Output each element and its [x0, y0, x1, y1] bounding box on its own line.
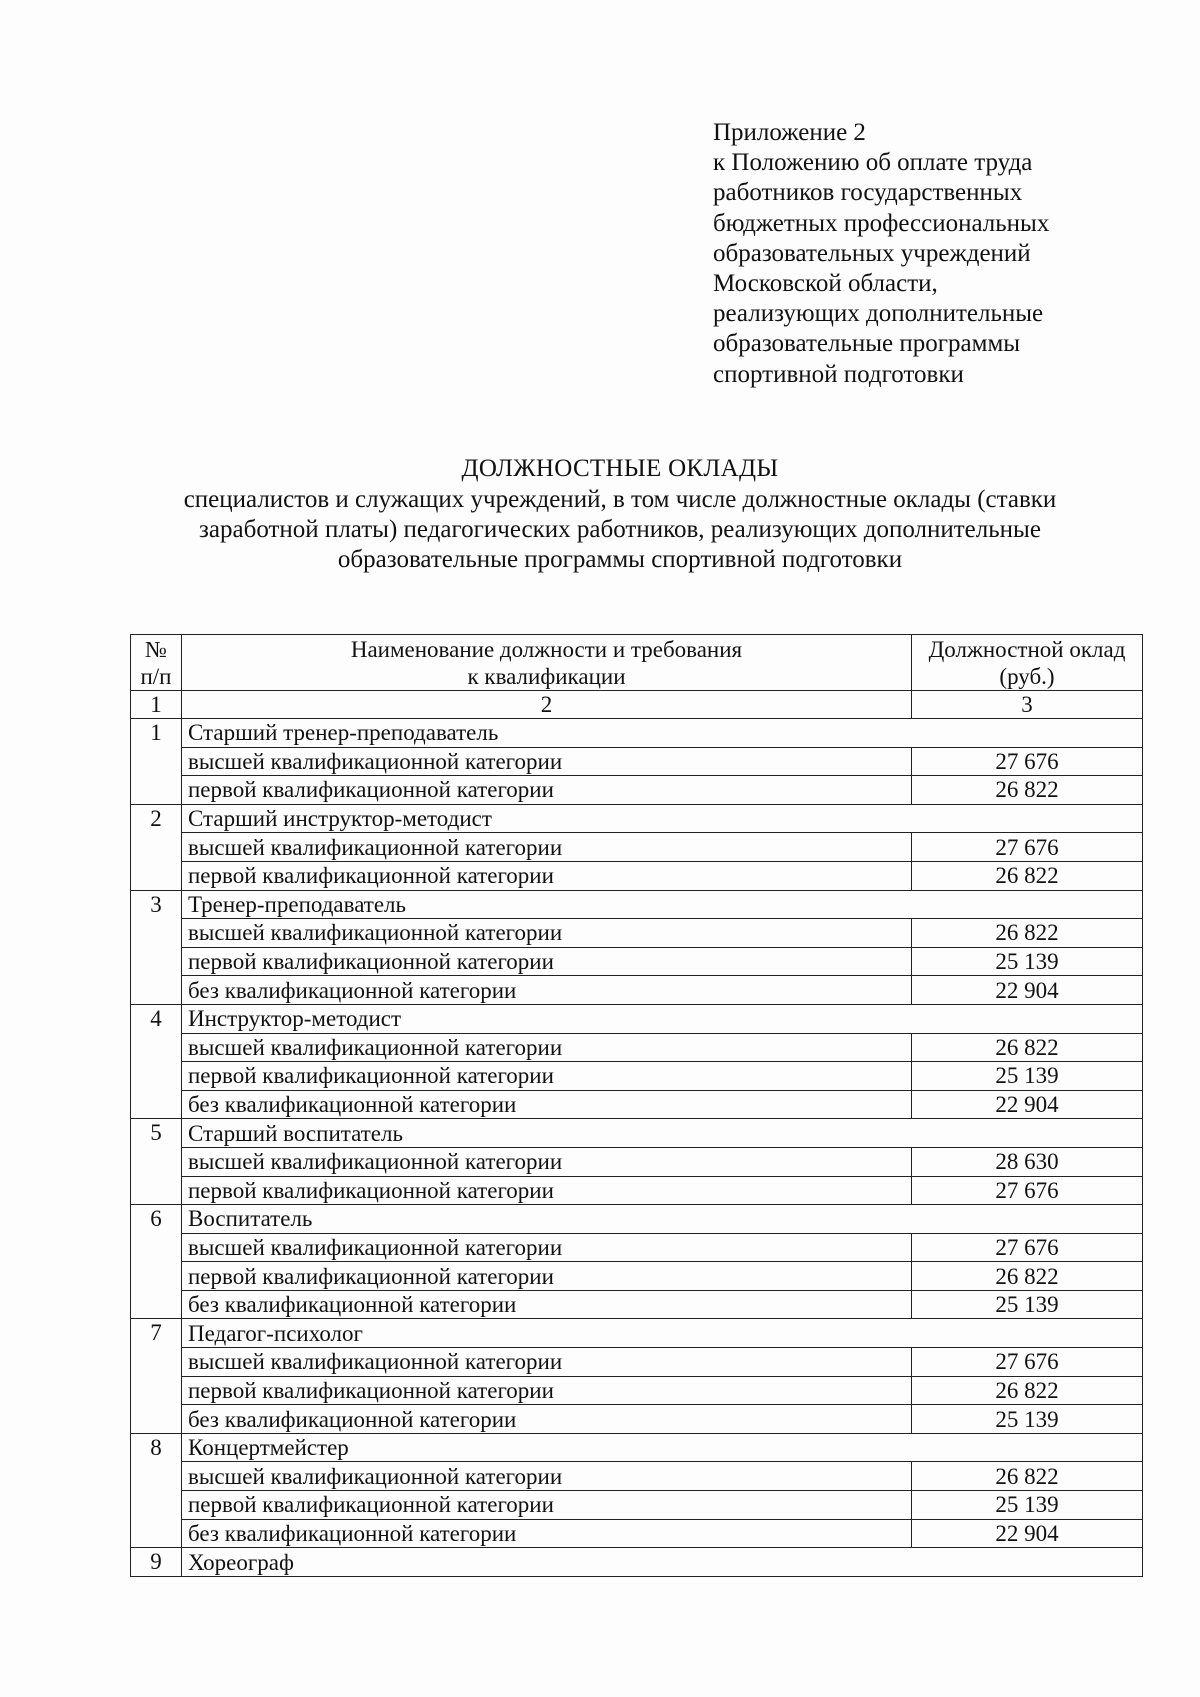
- position-number: 6: [131, 1205, 182, 1319]
- subtitle-line: специалистов и служащих учреждений, в том числе должностные оклады (ставки: [183, 486, 1057, 513]
- header-salary-line: (руб.): [999, 663, 1055, 689]
- category-label: высшей квалификационной категории: [182, 919, 912, 948]
- table-row: [131, 1147, 1143, 1176]
- salary-value: 26 822: [912, 1376, 1143, 1405]
- header-num-line: п/п: [140, 663, 172, 689]
- salary-value: 25 139: [912, 1290, 1143, 1319]
- category-label: первой квалификационной категории: [182, 861, 912, 890]
- table-row: [131, 1090, 1143, 1119]
- position-title: Старший инструктор-методист: [182, 804, 1143, 833]
- category-label: без квалификационной категории: [182, 1090, 912, 1119]
- appendix-line: Московской области,: [713, 270, 938, 298]
- appendix-line: к Положению об оплате труда: [713, 149, 1033, 177]
- category-label: без квалификационной категории: [182, 976, 912, 1005]
- category-label: первой квалификационной категории: [182, 776, 912, 805]
- salary-value: 26 822: [912, 776, 1143, 805]
- header-name-line: к квалификации: [467, 663, 626, 689]
- category-label: высшей квалификационной категории: [182, 1462, 912, 1491]
- position-title-row: [131, 804, 1143, 833]
- salary-value: 26 822: [912, 1462, 1143, 1491]
- position-title-row: [131, 1319, 1143, 1348]
- category-label: без квалификационной категории: [182, 1405, 912, 1434]
- position-number: 5: [131, 1119, 182, 1205]
- salary-value: 28 630: [912, 1147, 1143, 1176]
- table-row: [131, 1348, 1143, 1377]
- salary-value: 25 139: [912, 1405, 1143, 1434]
- subtitle-line: образовательные программы спортивной подготовки: [337, 546, 903, 573]
- category-label: первой квалификационной категории: [182, 1176, 912, 1205]
- column-number-row: [131, 691, 1143, 719]
- position-title-row: [131, 1205, 1143, 1234]
- column-number-cell: 1: [131, 691, 182, 719]
- header-name-cell: [182, 635, 912, 691]
- appendix-line: спортивной подготовки: [713, 360, 964, 388]
- salary-value: 26 822: [912, 1262, 1143, 1291]
- table-row: [131, 1519, 1143, 1548]
- category-label: высшей квалификационной категории: [182, 833, 912, 862]
- salary-table: [130, 634, 1143, 1577]
- salary-value: 22 904: [912, 976, 1143, 1005]
- table-row: [131, 1176, 1143, 1205]
- appendix-line: реализующих дополнительные: [713, 300, 1044, 328]
- subtitle-line: заработной платы) педагогических работников, реализующих дополнительные: [199, 516, 1041, 543]
- salary-value: 25 139: [912, 1062, 1143, 1091]
- table-row: [131, 833, 1143, 862]
- table-row: [131, 976, 1143, 1005]
- table-row: [131, 1491, 1143, 1520]
- category-label: первой квалификационной категории: [182, 1491, 912, 1520]
- position-number: 3: [131, 890, 182, 1004]
- appendix-line: образовательных учреждений: [713, 239, 1031, 267]
- category-label: без квалификационной категории: [182, 1519, 912, 1548]
- position-number: 4: [131, 1004, 182, 1118]
- position-number: 2: [131, 804, 182, 890]
- salary-value: 27 676: [912, 747, 1143, 776]
- document-subtitle: [130, 485, 1110, 575]
- salary-value: 26 822: [912, 861, 1143, 890]
- category-label: первой квалификационной категории: [182, 1262, 912, 1291]
- salary-value: 27 676: [912, 1348, 1143, 1377]
- column-number-cell: 3: [912, 691, 1143, 719]
- table-row: [131, 747, 1143, 776]
- table-row: [131, 919, 1143, 948]
- appendix-line: Приложение 2: [713, 119, 866, 146]
- table-header-row: [131, 635, 1143, 691]
- column-number-cell: 2: [182, 691, 912, 719]
- document-title: ДОЛЖНОСТНЫЕ ОКЛАДЫ: [461, 455, 779, 482]
- salary-value: 27 676: [912, 833, 1143, 862]
- position-title-row: [131, 1004, 1143, 1033]
- position-title: Старший тренер-преподаватель: [182, 719, 1143, 748]
- salary-value: 27 676: [912, 1176, 1143, 1205]
- salary-value: 25 139: [912, 1491, 1143, 1520]
- category-label: высшей квалификационной категории: [182, 1147, 912, 1176]
- salary-value: 27 676: [912, 1233, 1143, 1262]
- category-label: высшей квалификационной категории: [182, 747, 912, 776]
- category-label: высшей квалификационной категории: [182, 1233, 912, 1262]
- position-number: 9: [131, 1548, 182, 1577]
- position-title-row: [131, 1433, 1143, 1462]
- table-row: [131, 1262, 1143, 1291]
- table-row: [131, 1405, 1143, 1434]
- category-label: первой квалификационной категории: [182, 947, 912, 976]
- position-title: Воспитатель: [182, 1205, 1143, 1234]
- category-label: без квалификационной категории: [182, 1290, 912, 1319]
- table-row: [131, 1462, 1143, 1491]
- salary-value: 22 904: [912, 1519, 1143, 1548]
- header-salary-cell: [912, 635, 1143, 691]
- position-title: Хореограф: [182, 1548, 1143, 1577]
- table-row: [131, 1233, 1143, 1262]
- position-title: Тренер-преподаватель: [182, 890, 1143, 919]
- table-row: [131, 776, 1143, 805]
- salary-value: 22 904: [912, 1090, 1143, 1119]
- position-number: 8: [131, 1433, 182, 1547]
- table-row: [131, 1062, 1143, 1091]
- table-row: [131, 1033, 1143, 1062]
- header-name-line: Наименование должности и требования: [350, 636, 743, 662]
- position-title: Инструктор-методист: [182, 1004, 1143, 1033]
- header-salary-line: Должностной оклад: [928, 636, 1126, 662]
- category-label: высшей квалификационной категории: [182, 1348, 912, 1377]
- table-row: [131, 1290, 1143, 1319]
- position-title-row: [131, 890, 1143, 919]
- table-row: [131, 947, 1143, 976]
- position-title-row: [131, 1548, 1143, 1577]
- category-label: высшей квалификационной категории: [182, 1033, 912, 1062]
- header-num-cell: [131, 635, 182, 691]
- position-title-row: [131, 1119, 1143, 1148]
- position-title: Педагог-психолог: [182, 1319, 1143, 1348]
- salary-value: 26 822: [912, 1033, 1143, 1062]
- header-num-line: №: [145, 636, 167, 662]
- category-label: первой квалификационной категории: [182, 1376, 912, 1405]
- salary-value: 26 822: [912, 919, 1143, 948]
- category-label: первой квалификационной категории: [182, 1062, 912, 1091]
- position-number: 1: [131, 719, 182, 805]
- position-number: 7: [131, 1319, 182, 1433]
- appendix-line: образовательные программы: [713, 330, 1021, 358]
- table-row: [131, 1376, 1143, 1405]
- position-title: Старший воспитатель: [182, 1119, 1143, 1148]
- position-title: Концертмейстер: [182, 1433, 1143, 1462]
- appendix-line: бюджетных профессиональных: [713, 209, 1050, 237]
- salary-value: 25 139: [912, 947, 1143, 976]
- table-row: [131, 861, 1143, 890]
- appendix-line: работников государственных: [713, 179, 1023, 207]
- position-title-row: [131, 719, 1143, 748]
- appendix-block: [713, 118, 1133, 390]
